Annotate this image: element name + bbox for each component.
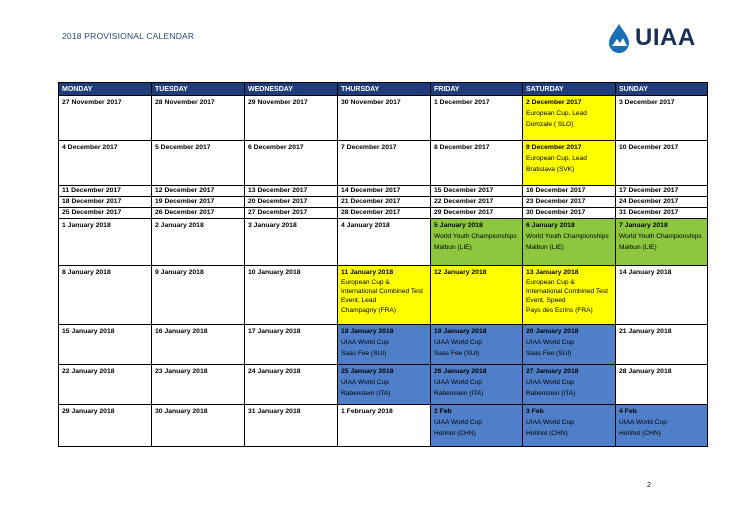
uiaa-logo (605, 22, 715, 58)
day-date: 29 December 2017 (434, 209, 494, 216)
event-location: Champagny (FRA) (341, 307, 396, 314)
calendar-day-cell (245, 208, 338, 219)
calendar-day-cell (523, 325, 616, 365)
calendar-day-cell (245, 405, 338, 447)
calendar-day-cell (152, 186, 245, 197)
event-location: Rabenstein (ITA) (341, 390, 391, 397)
day-date: 3 Feb (526, 408, 544, 415)
day-date: 28 November 2017 (155, 99, 215, 106)
calendar-day-cell (523, 96, 616, 141)
calendar-day-cell (338, 365, 431, 405)
day-date: 1 January 2018 (62, 222, 111, 229)
calendar-day-cell (152, 365, 245, 405)
day-date: 13 December 2017 (248, 187, 308, 194)
day-date: 21 December 2017 (341, 198, 401, 205)
document-title: 2018 PROVISIONAL CALENDAR (62, 31, 195, 41)
day-date: 4 Feb (619, 408, 637, 415)
calendar-day-cell (152, 197, 245, 208)
day-date: 18 January 2018 (341, 328, 394, 335)
day-date: 22 December 2017 (434, 198, 494, 205)
calendar-day-cell (431, 365, 523, 405)
weekday-header-row (59, 83, 708, 96)
day-date: 4 December 2017 (62, 144, 118, 151)
day-date: 18 December 2017 (62, 198, 122, 205)
calendar-day-cell (431, 197, 523, 208)
calendar-day-cell (59, 325, 152, 365)
day-date: 24 January 2018 (248, 368, 301, 375)
day-date: 3 December 2017 (619, 99, 675, 106)
calendar-week-row (59, 365, 708, 405)
event-name: UIAA World Cup (434, 419, 482, 426)
calendar-day-cell (245, 96, 338, 141)
day-date: 22 January 2018 (62, 368, 115, 375)
day-date: 8 January 2018 (62, 269, 111, 276)
calendar-day-cell (152, 208, 245, 219)
weekday-header-tuesday: TUESDAY (152, 83, 245, 96)
day-date: 10 December 2017 (619, 144, 679, 151)
weekday-header-saturday: SATURDAY (523, 83, 616, 96)
event-name: UIAA World Cup (341, 379, 389, 386)
event-location: Rabenstein (ITA) (434, 390, 484, 397)
logo-wordmark: UIAA (635, 24, 696, 51)
calendar-day-cell (59, 365, 152, 405)
day-date: 28 January 2018 (619, 368, 672, 375)
calendar-day-cell (616, 266, 708, 325)
day-date: 28 December 2017 (341, 209, 401, 216)
calendar-day-cell (152, 405, 245, 447)
day-date: 15 January 2018 (62, 328, 115, 335)
calendar-day-cell (338, 96, 431, 141)
calendar-day-cell (523, 405, 616, 447)
calendar-day-cell (338, 266, 431, 325)
calendar-day-cell (338, 186, 431, 197)
day-date: 30 January 2018 (155, 408, 208, 415)
event-name: UIAA World Cup (619, 419, 667, 426)
day-date: 6 January 2018 (526, 222, 575, 229)
calendar-day-cell (245, 186, 338, 197)
day-date: 2 Feb (434, 408, 452, 415)
calendar-day-cell (431, 208, 523, 219)
day-date: 19 January 2018 (434, 328, 487, 335)
day-date: 14 December 2017 (341, 187, 401, 194)
day-date: 16 December 2017 (526, 187, 586, 194)
calendar-day-cell (616, 208, 708, 219)
calendar-day-cell (523, 186, 616, 197)
calendar-day-cell (59, 141, 152, 186)
calendar-week-row (59, 219, 708, 266)
weekday-header-sunday: SUNDAY (616, 83, 708, 96)
event-name: European Cup & International Combined Test Event, Lead (341, 279, 423, 304)
day-date: 5 January 2018 (434, 222, 483, 229)
calendar-day-cell (616, 325, 708, 365)
day-date: 20 December 2017 (248, 198, 308, 205)
day-date: 5 December 2017 (155, 144, 211, 151)
day-date: 14 January 2018 (619, 269, 672, 276)
day-date: 8 December 2017 (434, 144, 490, 151)
calendar-week-row (59, 96, 708, 141)
calendar-day-cell (616, 365, 708, 405)
day-date: 15 December 2017 (434, 187, 494, 194)
calendar-day-cell (59, 266, 152, 325)
event-location: Bratislava (SVK) (526, 166, 575, 173)
calendar-day-cell (523, 197, 616, 208)
day-date: 2 January 2018 (155, 222, 204, 229)
day-date: 3 January 2018 (248, 222, 297, 229)
day-date: 9 January 2018 (155, 269, 204, 276)
event-name: European Cup & International Combined Test Event, Speed (526, 279, 608, 304)
calendar-day-cell (616, 219, 708, 266)
calendar-week-row (59, 186, 708, 197)
day-date: 12 December 2017 (155, 187, 215, 194)
calendar-week-row (59, 141, 708, 186)
day-date: 7 January 2018 (619, 222, 668, 229)
event-location: Domzale ( SLO) (526, 121, 574, 128)
calendar-day-cell (523, 208, 616, 219)
day-date: 25 January 2018 (341, 368, 394, 375)
day-date: 11 January 2018 (341, 269, 394, 276)
event-location: Saas Fee (SUI) (434, 350, 480, 357)
event-name: UIAA World Cup (434, 379, 482, 386)
calendar-day-cell (59, 219, 152, 266)
event-location: Rabenstein (ITA) (526, 390, 576, 397)
event-location: Hohhot (CHN) (526, 430, 568, 437)
calendar-day-cell (616, 405, 708, 447)
calendar-day-cell (59, 96, 152, 141)
calendar-day-cell (152, 325, 245, 365)
event-name: UIAA World Cup (526, 419, 574, 426)
day-date: 19 December 2017 (155, 198, 215, 205)
weekday-header-thursday: THURSDAY (338, 83, 431, 96)
weekday-header-wednesday: WEDNESDAY (245, 83, 338, 96)
day-date: 7 December 2017 (341, 144, 397, 151)
day-date: 29 November 2017 (248, 99, 308, 106)
calendar-day-cell (338, 141, 431, 186)
weekday-header-monday: MONDAY (59, 83, 152, 96)
day-date: 26 January 2018 (434, 368, 487, 375)
calendar-day-cell (245, 266, 338, 325)
calendar-day-cell (616, 197, 708, 208)
day-date: 16 January 2018 (155, 328, 208, 335)
calendar-week-row (59, 266, 708, 325)
calendar-day-cell (338, 405, 431, 447)
event-name: UIAA World Cup (434, 339, 482, 346)
day-date: 10 January 2018 (248, 269, 301, 276)
calendar-day-cell (338, 325, 431, 365)
event-name: European Cup, Lead (526, 155, 587, 162)
day-date: 25 December 2017 (62, 209, 122, 216)
day-date: 27 November 2017 (62, 99, 122, 106)
day-date: 29 January 2018 (62, 408, 115, 415)
calendar-week-row (59, 325, 708, 365)
calendar-day-cell (431, 405, 523, 447)
day-date: 23 January 2018 (155, 368, 208, 375)
event-name: World Youth Championships (434, 233, 517, 240)
calendar-day-cell (431, 96, 523, 141)
event-name: World Youth Championships (526, 233, 609, 240)
event-location: Hohhot (CHN) (434, 430, 476, 437)
calendar-day-cell (152, 266, 245, 325)
calendar-day-cell (59, 197, 152, 208)
event-location: Saas Fee (SUI) (341, 350, 387, 357)
calendar-day-cell (338, 219, 431, 266)
calendar-day-cell (431, 141, 523, 186)
calendar-day-cell (338, 197, 431, 208)
calendar-day-cell (245, 219, 338, 266)
calendar-day-cell (523, 266, 616, 325)
event-location: Pays des Ecrins (FRA) (526, 307, 593, 314)
day-date: 26 December 2017 (155, 209, 215, 216)
day-date: 11 December 2017 (62, 187, 121, 194)
event-name: European Cup, Lead (526, 110, 587, 117)
calendar-day-cell (523, 365, 616, 405)
day-date: 6 December 2017 (248, 144, 304, 151)
day-date: 21 January 2018 (619, 328, 672, 335)
day-date: 30 December 2017 (526, 209, 586, 216)
event-location: Hohhot (CHN) (619, 430, 661, 437)
calendar-week-row (59, 197, 708, 208)
calendar-day-cell (523, 141, 616, 186)
mountain-drop-icon (605, 22, 633, 54)
calendar-day-cell (431, 266, 523, 325)
day-date: 31 December 2017 (619, 209, 679, 216)
day-date: 1 February 2018 (341, 408, 393, 415)
calendar-day-cell (245, 325, 338, 365)
event-location: Malbun (LIE) (526, 244, 564, 251)
event-location: Malbun (LIE) (434, 244, 472, 251)
calendar-day-cell (523, 219, 616, 266)
day-date: 30 November 2017 (341, 99, 401, 106)
calendar-day-cell (616, 141, 708, 186)
day-date: 9 December 2017 (526, 144, 582, 151)
calendar-day-cell (245, 197, 338, 208)
weekday-header-friday: FRIDAY (431, 83, 523, 96)
event-name: UIAA World Cup (341, 339, 389, 346)
day-date: 17 January 2018 (248, 328, 301, 335)
calendar-day-cell (431, 325, 523, 365)
day-date: 13 January 2018 (526, 269, 579, 276)
day-date: 31 January 2018 (248, 408, 301, 415)
day-date: 2 December 2017 (526, 99, 582, 106)
calendar-week-row (59, 208, 708, 219)
calendar-day-cell (245, 365, 338, 405)
calendar-day-cell (59, 186, 152, 197)
day-date: 17 December 2017 (619, 187, 679, 194)
day-date: 23 December 2017 (526, 198, 586, 205)
day-date: 24 December 2017 (619, 198, 679, 205)
event-location: Malbun (LIE) (619, 244, 657, 251)
calendar-day-cell (338, 208, 431, 219)
calendar-day-cell (152, 96, 245, 141)
event-name: World Youth Championships (619, 233, 702, 240)
calendar-day-cell (616, 96, 708, 141)
event-location: Saas Fee (SUI) (526, 350, 572, 357)
event-name: UIAA World Cup (526, 339, 574, 346)
calendar-day-cell (431, 219, 523, 266)
day-date: 4 January 2018 (341, 222, 390, 229)
page-number: 2 (647, 482, 651, 489)
calendar-day-cell (431, 186, 523, 197)
day-date: 27 December 2017 (248, 209, 308, 216)
day-date: 12 January 2018 (434, 269, 487, 276)
calendar-day-cell (152, 219, 245, 266)
calendar-day-cell (152, 141, 245, 186)
calendar-day-cell (245, 141, 338, 186)
calendar-day-cell (616, 186, 708, 197)
day-date: 1 December 2017 (434, 99, 490, 106)
event-name: UIAA World Cup (526, 379, 574, 386)
calendar-day-cell (59, 405, 152, 447)
calendar-week-row (59, 405, 708, 447)
day-date: 20 January 2018 (526, 328, 579, 335)
calendar-table (58, 82, 708, 447)
day-date: 27 January 2018 (526, 368, 579, 375)
calendar-day-cell (59, 208, 152, 219)
